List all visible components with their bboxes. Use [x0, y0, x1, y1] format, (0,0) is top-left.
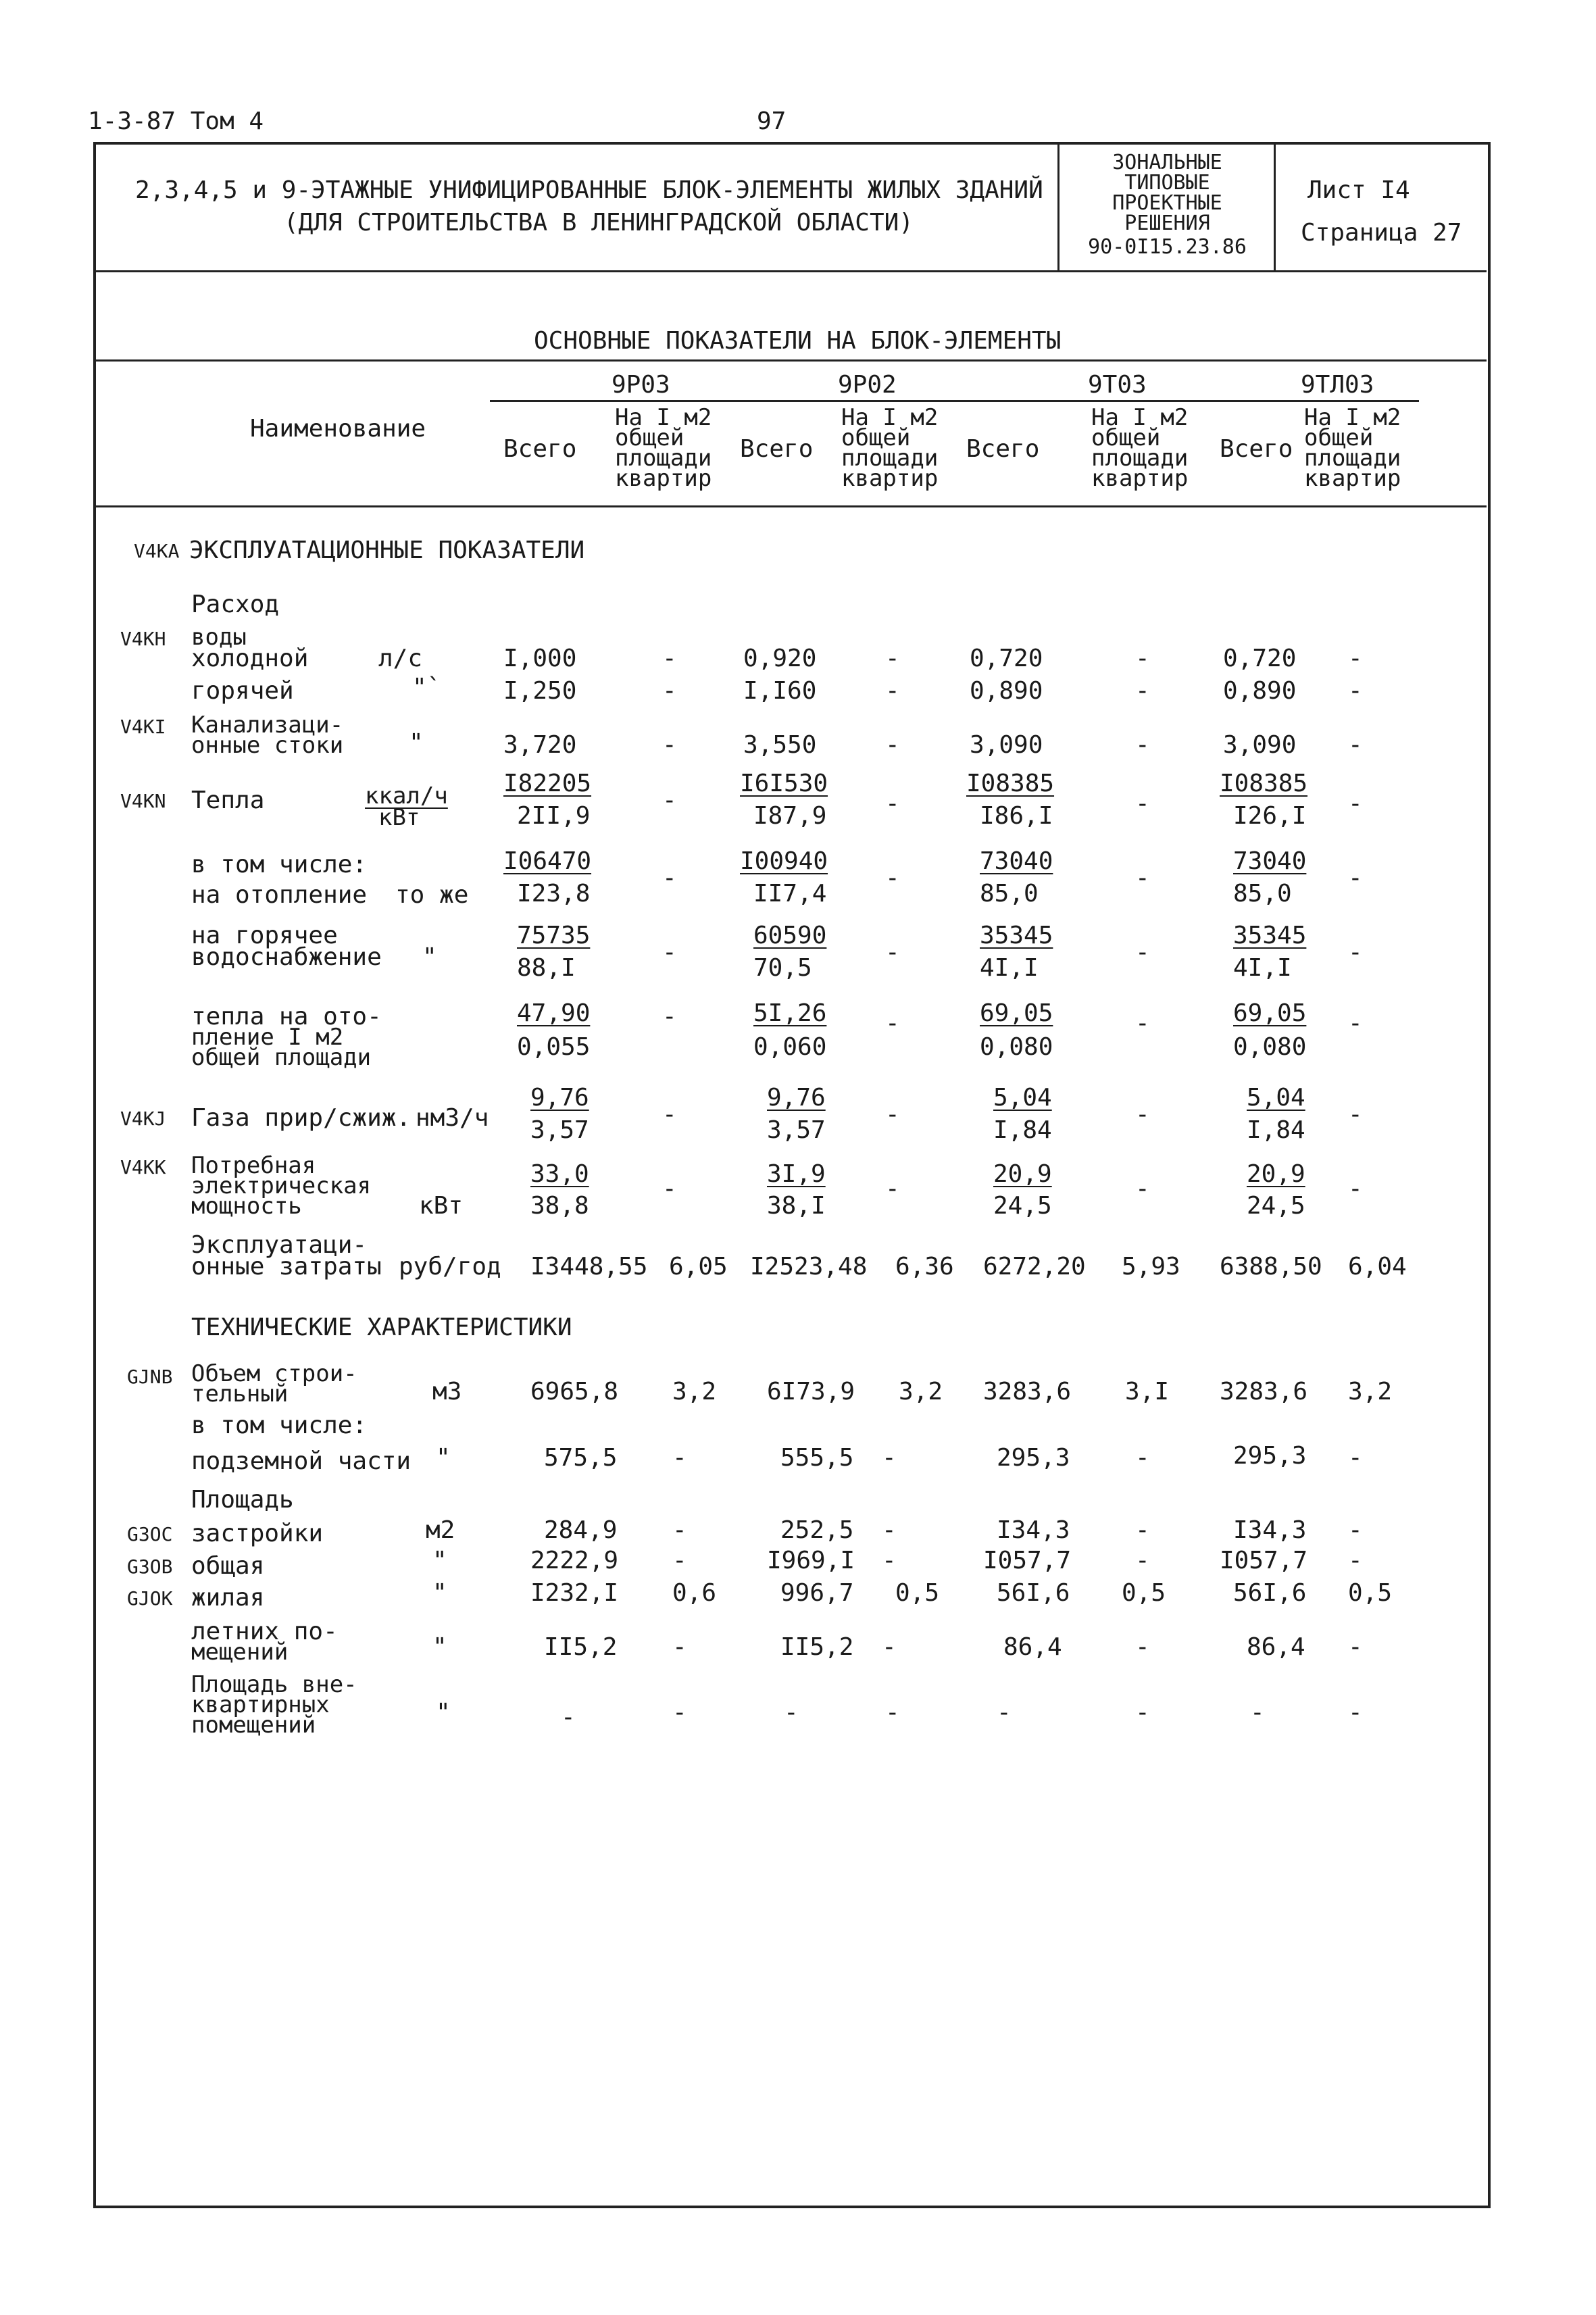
col-total-2: Всего [740, 435, 814, 463]
living-v7: 56I,6 [1233, 1579, 1307, 1607]
extra-unit: " [436, 1699, 451, 1726]
power-dash-1: - [662, 1175, 677, 1203]
hotwater-top-3: 35345 [980, 922, 1053, 949]
gas-dash-3: - [1135, 1101, 1150, 1128]
heat-bot-4: I26,I [1233, 802, 1307, 830]
hotwater-bot-2: 70,5 [753, 954, 812, 982]
volume-v5: 3283,6 [983, 1378, 1072, 1405]
costs-label-2: онные затраты [191, 1253, 382, 1280]
sewer-v1: 3,720 [503, 731, 577, 759]
col-total-1: Всего [503, 435, 577, 463]
living-label: жилая [191, 1584, 265, 1612]
page-number: 97 [757, 107, 787, 135]
col-m2-2c: площади [841, 445, 939, 472]
built-code: GЗОС [127, 1523, 173, 1545]
heatm2-top-2: 5I,26 [753, 999, 827, 1027]
header-bottom-line [95, 505, 1487, 507]
heatm2-bot-2: 0,060 [753, 1033, 827, 1061]
power-code: V4КК [120, 1156, 166, 1178]
built-v7: I34,3 [1233, 1516, 1307, 1544]
group-9t03: 9Т03 [1088, 371, 1147, 399]
col-m2-2a: На I м2 [841, 404, 939, 431]
summer-v4: - [882, 1633, 897, 1661]
hotwater-top-1: 75735 [517, 922, 591, 949]
total-v4: - [882, 1547, 897, 1574]
gas-bot-1: 3,57 [530, 1116, 589, 1144]
living-code: GJOK [127, 1587, 173, 1610]
underground-v7: 295,3 [1233, 1442, 1307, 1470]
costs-v3: I2523,48 [750, 1253, 868, 1280]
heating-top-3: 73040 [980, 847, 1053, 875]
extra-v2: - [672, 1699, 687, 1726]
water-code: V4КН [120, 628, 166, 650]
total-code: GЗОВ [127, 1555, 173, 1578]
hot-v1: I,250 [503, 677, 577, 705]
sewer-label-2: онные стоки [191, 732, 344, 759]
power-unit: кВт [419, 1192, 464, 1220]
extra-v1: - [561, 1703, 576, 1731]
heatm2-dash-2: - [885, 1010, 900, 1037]
title-line-1: 2,3,4,5 и 9-ЭТАЖНЫЕ УНИФИЦИРОВАННЫЕ БЛОК-ЭЛЕМЕНТЫ ЖИЛЫХ ЗДАНИЙ [135, 176, 1043, 204]
extra-v4: - [885, 1699, 900, 1726]
heat-top-4: I08385 [1220, 770, 1308, 797]
section1-code: V4КА [134, 540, 180, 562]
volume-v6: 3,I [1125, 1378, 1170, 1405]
living-v8: 0,5 [1348, 1579, 1393, 1607]
summer-v1: II5,2 [544, 1633, 618, 1661]
summer-v8: - [1348, 1633, 1363, 1661]
power-label-3: мощность [191, 1193, 302, 1220]
col-m2-4d: квартир [1304, 465, 1401, 492]
caption-line [95, 359, 1487, 362]
heating-unit: то же [395, 881, 469, 909]
heating-top-4: 73040 [1233, 847, 1307, 875]
underground-v8: - [1348, 1444, 1363, 1472]
power-top-2: 3I,9 [767, 1160, 826, 1188]
heat-dash-4: - [1348, 790, 1363, 818]
heatm2-dash-4: - [1348, 1010, 1363, 1037]
cold-v1: I,000 [503, 645, 577, 672]
heat-bot-1: 2II,9 [517, 802, 591, 830]
built-unit: м2 [426, 1516, 455, 1544]
zone-line-2: ТИПОВЫЕ [1124, 171, 1210, 195]
name-header: Наименование [250, 415, 426, 443]
costs-label-1: Эксплуатаци- [191, 1231, 368, 1259]
sewer-label-1: Канализаци- [191, 712, 344, 739]
hotwater-top-2: 60590 [753, 922, 827, 949]
hotwater-bot-1: 88,I [517, 954, 576, 982]
summer-label-1: летних по- [191, 1618, 338, 1645]
heatm2-bot-1: 0,055 [517, 1033, 591, 1061]
water-label: воды [191, 624, 247, 651]
volume-v7: 3283,6 [1220, 1378, 1308, 1405]
extra-label-3: помещений [191, 1712, 316, 1739]
section2-title: ТЕХНИЧЕСКИЕ ХАРАКТЕРИСТИКИ [191, 1314, 572, 1341]
power-label-2: электрическая [191, 1172, 372, 1199]
hot-v3: I,I60 [743, 677, 817, 705]
underground-label-2: подземной части [191, 1447, 412, 1475]
col-m2-1c: площади [615, 445, 712, 472]
cold-v3: 0,920 [743, 645, 817, 672]
gas-label: Газа прир/сжиж. [191, 1104, 412, 1132]
built-v1: 284,9 [544, 1516, 618, 1544]
volume-v1: 6965,8 [530, 1378, 619, 1405]
summer-v2: - [672, 1633, 687, 1661]
cold-v4: - [885, 645, 900, 672]
volume-code: GJNB [127, 1366, 173, 1388]
hotwater-dash-4: - [1348, 939, 1363, 966]
hotwater-dash-1: - [662, 939, 677, 966]
living-v1: I232,I [530, 1579, 619, 1607]
heating-bot-3: 85,0 [980, 880, 1039, 907]
hot-v8: - [1348, 677, 1363, 705]
built-label: застройки [191, 1520, 324, 1547]
power-bot-4: 24,5 [1247, 1192, 1305, 1220]
col-m2-3c: площади [1091, 445, 1189, 472]
hotwater-label-1: на горячее [191, 922, 338, 949]
power-dash-3: - [1135, 1175, 1150, 1203]
group-underline [490, 400, 1419, 402]
costs-unit: руб/год [399, 1253, 501, 1280]
living-unit: " [432, 1579, 447, 1607]
extra-v8: - [1348, 1699, 1363, 1726]
heat-unit-bottom: кВт [378, 804, 420, 831]
power-top-3: 20,9 [993, 1160, 1052, 1188]
heatm2-bot-4: 0,080 [1233, 1033, 1307, 1061]
heat-top-3: I08385 [966, 770, 1055, 797]
zone-line-5: 90-0I15.23.86 [1088, 235, 1247, 259]
col-m2-3b: общей [1091, 424, 1161, 451]
costs-v1: I3448,55 [530, 1253, 648, 1280]
built-v6: - [1135, 1516, 1150, 1544]
gas-dash-4: - [1348, 1101, 1363, 1128]
title-block-divider-1 [1057, 143, 1059, 272]
doc-ref: 1-3-87 Том 4 [88, 107, 264, 135]
sewer-v5: 3,090 [970, 731, 1043, 759]
built-v5: I34,3 [997, 1516, 1070, 1544]
cold-v8: - [1348, 645, 1363, 672]
total-v7: I057,7 [1220, 1547, 1308, 1574]
heatm2-top-3: 69,05 [980, 999, 1053, 1027]
title-block-divider-2 [1274, 143, 1276, 272]
title-line-2: (ДЛЯ СТРОИТЕЛЬСТВА В ЛЕНИНГРАДСКОЙ ОБЛАСТИ) [284, 209, 914, 237]
hotwater-dash-3: - [1135, 939, 1150, 966]
heat-unit-top: ккал/ч [365, 782, 448, 810]
gas-bot-3: I,84 [993, 1116, 1052, 1144]
costs-v4: 6,36 [895, 1253, 954, 1280]
heat-code: V4КN [120, 790, 166, 812]
heating-dash-3: - [1135, 864, 1150, 892]
volume-v4: 3,2 [899, 1378, 943, 1405]
heat-bot-2: I87,9 [753, 802, 827, 830]
sewer-v4: - [885, 731, 900, 759]
summer-label-2: мещений [191, 1639, 289, 1666]
heat-bot-3: I86,I [980, 802, 1053, 830]
hot-v7: 0,890 [1223, 677, 1297, 705]
heating-label-1: в том числе: [191, 851, 368, 878]
gas-top-4: 5,04 [1247, 1084, 1305, 1112]
costs-v2: 6,05 [669, 1253, 728, 1280]
built-v4: - [882, 1516, 897, 1544]
section1-title: ЭКСПЛУАТАЦИОННЫЕ ПОКАЗАТЕЛИ [189, 537, 585, 564]
sewer-v7: 3,090 [1223, 731, 1297, 759]
cold-unit: л/с [378, 645, 423, 672]
col-m2-2d: квартир [841, 465, 939, 492]
cold-v6: - [1135, 645, 1150, 672]
sewer-v8: - [1348, 731, 1363, 759]
power-bot-3: 24,5 [993, 1192, 1052, 1220]
hotwater-dash-2: - [885, 939, 900, 966]
col-m2-4b: общей [1304, 424, 1374, 451]
total-v3: I969,I [767, 1547, 855, 1574]
title-block-bottom-line [95, 270, 1487, 272]
built-v3: 252,5 [780, 1516, 854, 1544]
gas-dash-2: - [885, 1101, 900, 1128]
zone-line-3: ПРОЕКТНЫЕ [1112, 191, 1222, 215]
extra-v6: - [1135, 1699, 1150, 1726]
underground-v1: 575,5 [544, 1444, 618, 1472]
heating-bot-4: 85,0 [1233, 880, 1292, 907]
heating-top-1: I06470 [503, 847, 592, 875]
hot-v6: - [1135, 677, 1150, 705]
power-bot-2: 38,I [767, 1192, 826, 1220]
hot-v5: 0,890 [970, 677, 1043, 705]
col-total-3: Всего [966, 435, 1040, 463]
cold-v7: 0,720 [1223, 645, 1297, 672]
total-unit: " [432, 1547, 447, 1574]
cold-label: холодной [191, 645, 309, 672]
volume-unit: м3 [432, 1378, 462, 1405]
total-v5: I057,7 [983, 1547, 1072, 1574]
living-v6: 0,5 [1122, 1579, 1166, 1607]
gas-top-3: 5,04 [993, 1084, 1052, 1112]
heat-dash-3: - [1135, 790, 1150, 818]
hot-unit: "` [412, 674, 442, 701]
hotwater-top-4: 35345 [1233, 922, 1307, 949]
heating-dash-1: - [662, 864, 677, 892]
sewer-v3: 3,550 [743, 731, 817, 759]
underground-v2: - [672, 1444, 687, 1472]
cold-v2: - [662, 645, 677, 672]
group-9tl03: 9ТЛ03 [1301, 371, 1374, 399]
raskhod-label: Расход [191, 591, 280, 618]
power-dash-4: - [1348, 1175, 1363, 1203]
built-v2: - [672, 1516, 687, 1544]
hotwater-label-2: водоснабжение [191, 943, 382, 971]
sewer-unit: " [409, 729, 424, 757]
costs-v5: 6272,20 [983, 1253, 1086, 1280]
total-v8: - [1348, 1547, 1363, 1574]
heat-dash-1: - [662, 787, 677, 814]
zone-line-1: ЗОНАЛЬНЫЕ [1112, 151, 1222, 174]
col-m2-1d: квартир [615, 465, 712, 492]
hotwater-unit: " [422, 943, 437, 971]
underground-label-1: в том числе: [191, 1412, 368, 1439]
summer-v3: II5,2 [780, 1633, 854, 1661]
living-v4: 0,5 [895, 1579, 940, 1607]
heating-dash-4: - [1348, 864, 1363, 892]
heating-top-2: I00940 [740, 847, 828, 875]
living-v3: 996,7 [780, 1579, 854, 1607]
underground-v6: - [1135, 1444, 1150, 1472]
heat-top-2: I6I530 [740, 770, 828, 797]
power-dash-2: - [885, 1175, 900, 1203]
living-v5: 56I,6 [997, 1579, 1070, 1607]
gas-code: V4КJ [120, 1107, 166, 1130]
summer-v7: 86,4 [1247, 1633, 1305, 1661]
underground-v4: - [882, 1444, 897, 1472]
gas-bot-2: 3,57 [767, 1116, 826, 1144]
living-v2: 0,6 [672, 1579, 717, 1607]
volume-label-1: Объем строи- [191, 1360, 357, 1387]
sheet-label: Лист I4 [1307, 176, 1410, 204]
table-caption: ОСНОВНЫЕ ПОКАЗАТЕЛИ НА БЛОК-ЭЛЕМЕНТЫ [534, 327, 1062, 355]
heat-top-1: I82205 [503, 770, 592, 797]
group-9r03: 9Р03 [612, 371, 670, 399]
sewer-v2: - [662, 731, 677, 759]
summer-v6: - [1135, 1633, 1150, 1661]
extra-v3: - [784, 1699, 799, 1726]
volume-label-2: тельный [191, 1380, 289, 1408]
heating-bot-1: I23,8 [517, 880, 591, 907]
costs-v8: 6,04 [1348, 1253, 1407, 1280]
heating-bot-2: II7,4 [753, 880, 827, 907]
heatm2-label-3: общей площади [191, 1044, 372, 1071]
col-m2-3d: квартир [1091, 465, 1189, 492]
hotwater-bot-3: 4I,I [980, 954, 1039, 982]
col-m2-4c: площади [1304, 445, 1401, 472]
gas-unit: нм3/ч [416, 1104, 489, 1132]
summer-unit: " [432, 1633, 447, 1661]
heatm2-dash-3: - [1135, 1010, 1150, 1037]
heatm2-label-2: пление I м2 [191, 1024, 344, 1051]
total-label: общая [191, 1552, 265, 1580]
group-9r02: 9Р02 [838, 371, 897, 399]
underground-v3: 555,5 [780, 1444, 854, 1472]
extra-v7: - [1250, 1699, 1265, 1726]
heatm2-top-4: 69,05 [1233, 999, 1307, 1027]
heatm2-top-1: 47,90 [517, 999, 591, 1027]
hot-v4: - [885, 677, 900, 705]
heating-dash-2: - [885, 864, 900, 892]
costs-v6: 5,93 [1122, 1253, 1180, 1280]
power-top-1: 33,0 [530, 1160, 589, 1188]
hotwater-bot-4: 4I,I [1233, 954, 1292, 982]
hot-label: горячей [191, 677, 294, 705]
heat-label: Тепла [191, 787, 265, 814]
power-bot-1: 38,8 [530, 1192, 589, 1220]
col-total-4: Всего [1220, 435, 1293, 463]
summer-v5: 86,4 [1003, 1633, 1062, 1661]
page-label: Страница 27 [1301, 219, 1462, 247]
underground-unit: " [436, 1444, 451, 1472]
underground-v5: 295,3 [997, 1444, 1070, 1472]
heatm2-dash-1: - [662, 1003, 677, 1030]
volume-v8: 3,2 [1348, 1378, 1393, 1405]
col-m2-1a: На I м2 [615, 404, 712, 431]
gas-top-1: 9,76 [530, 1084, 589, 1112]
power-top-4: 20,9 [1247, 1160, 1305, 1188]
heat-dash-2: - [885, 790, 900, 818]
total-v2: - [672, 1547, 687, 1574]
gas-bot-4: I,84 [1247, 1116, 1305, 1144]
col-m2-2b: общей [841, 424, 911, 451]
sewer-v6: - [1135, 731, 1150, 759]
col-m2-3a: На I м2 [1091, 404, 1189, 431]
sewer-code: V4КI [120, 716, 166, 738]
built-v8: - [1348, 1516, 1363, 1544]
power-label-1: Потребная [191, 1152, 316, 1179]
heatm2-bot-3: 0,080 [980, 1033, 1053, 1061]
gas-top-2: 9,76 [767, 1084, 826, 1112]
costs-v7: 6388,50 [1220, 1253, 1322, 1280]
col-m2-1b: общей [615, 424, 684, 451]
total-v6: - [1135, 1547, 1150, 1574]
volume-v2: 3,2 [672, 1378, 717, 1405]
gas-dash-1: - [662, 1101, 677, 1128]
extra-label-2: квартирных [191, 1691, 330, 1718]
heating-label-2: на отопление [191, 881, 368, 909]
volume-v3: 6I73,9 [767, 1378, 855, 1405]
extra-label-1: Площадь вне- [191, 1671, 357, 1698]
hot-v2: - [662, 677, 677, 705]
zone-line-4: РЕШЕНИЯ [1124, 211, 1210, 235]
total-v1: 2222,9 [530, 1547, 619, 1574]
extra-v5: - [997, 1699, 1012, 1726]
cold-v5: 0,720 [970, 645, 1043, 672]
area-title: Площадь [191, 1486, 294, 1514]
col-m2-4a: На I м2 [1304, 404, 1401, 431]
heatm2-label-1: тепла на ото- [191, 1003, 382, 1030]
